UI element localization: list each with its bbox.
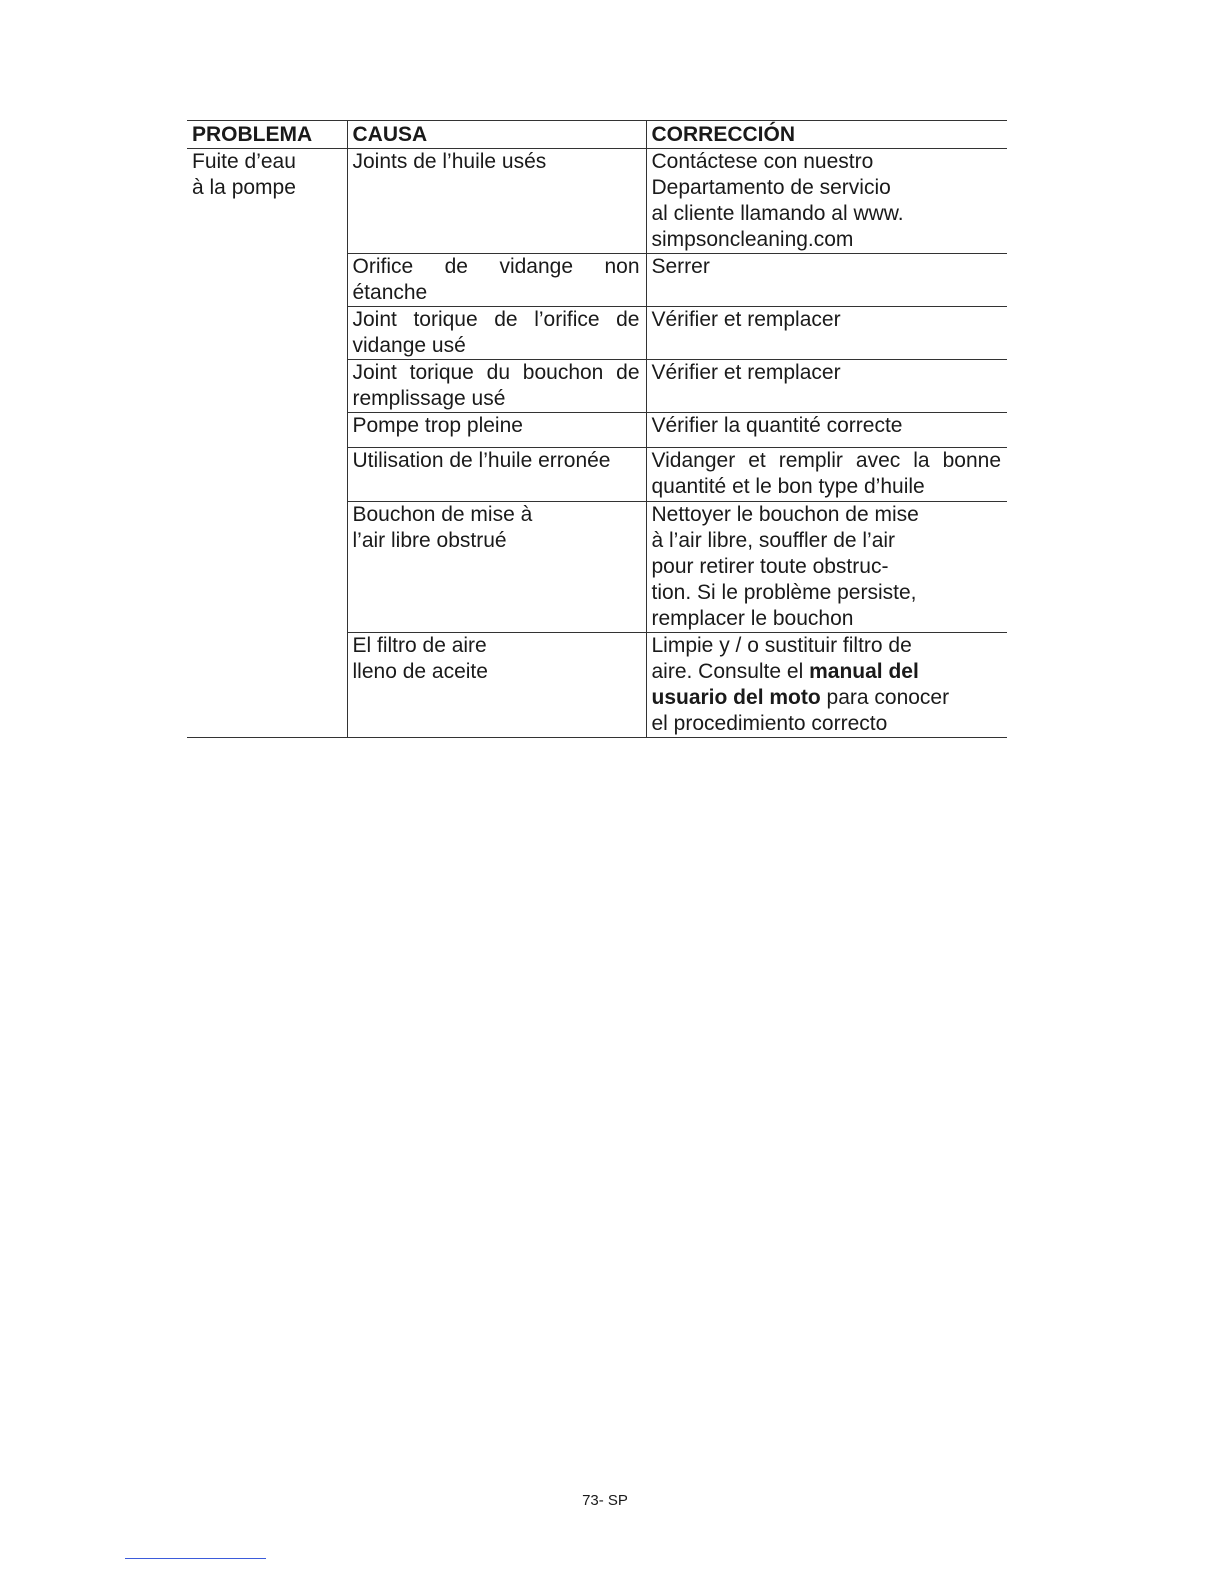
- header-correction: CORRECCIÓN: [646, 121, 1007, 149]
- cause-cell: El filtro de aire lleno de aceite: [347, 633, 646, 738]
- cause-cell: Pompe trop pleine: [347, 413, 646, 448]
- footer-rule: [125, 1558, 266, 1559]
- correction-cell: Vérifier la quantité correcte: [646, 413, 1007, 448]
- manual-reference-bold: manual del: [809, 660, 919, 683]
- correction-cell: Nettoyer le bouchon de mise à l’air libre, souffler de l’air pour retirer toute obstruc- tion. Si le problème persiste, remplacer le bouchon: [646, 502, 1007, 633]
- cause-cell: Joint torique du bouchon de remplissage usé: [347, 360, 646, 413]
- table-row: [187, 149, 1007, 254]
- header-problem: PROBLEMA: [187, 121, 347, 149]
- correction-cell: Serrer: [646, 254, 1007, 307]
- correction-cell: Vidanger et remplir avec la bonne quantité et le bon type d’huile: [646, 448, 1007, 502]
- problem-cell: [187, 149, 347, 738]
- cause-cell: Joint torique de l’orifice de vidange usé: [347, 307, 646, 360]
- page-number: 73- SP: [582, 1492, 628, 1509]
- cause-cell: Utilisation de l’huile erronée: [347, 448, 646, 502]
- problem-line: à la pompe: [192, 176, 296, 199]
- correction-cell: Vérifier et remplacer: [646, 360, 1007, 413]
- cause-cell: Orifice de vidange non étanche: [347, 254, 646, 307]
- table-header-row: [187, 121, 1007, 149]
- troubleshooting-table: [187, 120, 1007, 738]
- cause-cell: Joints de l’huile usés: [347, 149, 646, 254]
- correction-cell: Vérifier et remplacer: [646, 307, 1007, 360]
- correction-cell: Contáctese con nuestro Departamento de servicio al cliente llamando al www. simpsoncleaning.com: [646, 149, 1007, 254]
- problem-line: Fuite d’eau: [192, 150, 296, 173]
- header-cause: CAUSA: [347, 121, 646, 149]
- correction-cell: Limpie y / o sustituir filtro de aire. Consulte el manual del usuario del moto para conocer el procedimiento correcto: [646, 633, 1007, 738]
- cause-cell: Bouchon de mise à l’air libre obstrué: [347, 502, 646, 633]
- manual-reference-bold: usuario del moto: [651, 686, 821, 709]
